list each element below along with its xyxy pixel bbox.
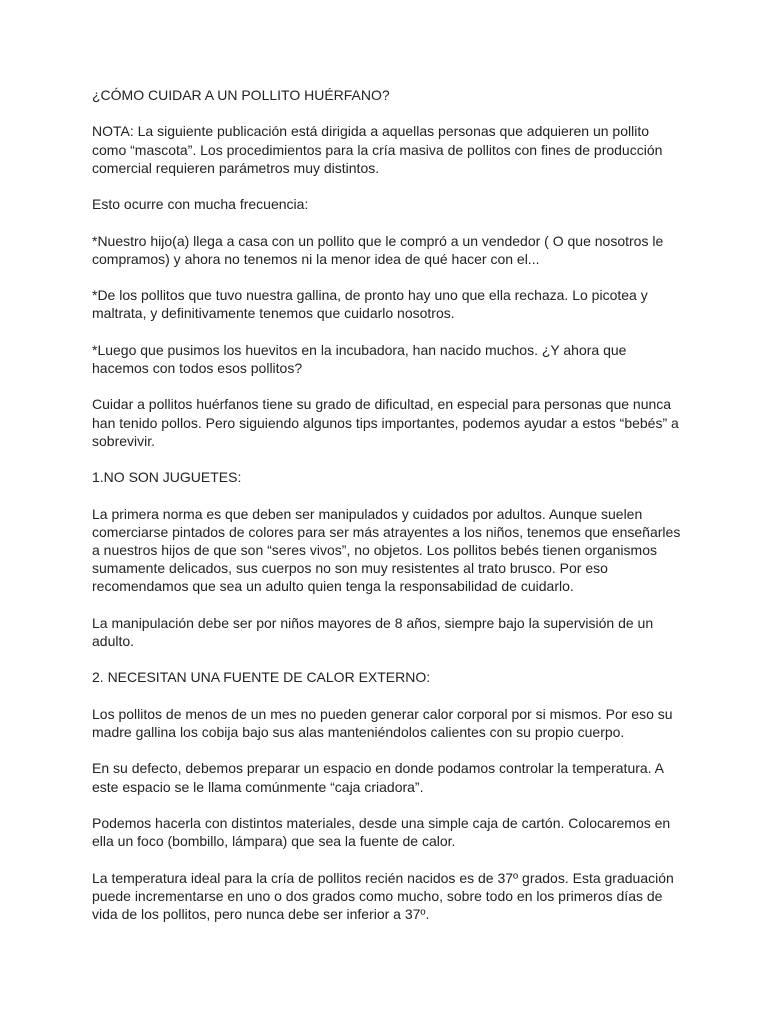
- section-heading-2: 2. NECESITAN UNA FUENTE DE CALOR EXTERNO:: [92, 669, 431, 686]
- paragraph-caja-criadora: En su defecto, debemos preparar un espacio en donde podamos controlar la temperatura. A este espacio se le llama comúnmente “caja criadora”.: [92, 760, 664, 795]
- paragraph-frecuencia: Esto ocurre con mucha frecuencia:: [92, 196, 309, 213]
- paragraph-nota: NOTA: La siguiente publicación está dirigida a aquellas personas que adquieren un pollito como “mascota”. Los procedimientos para la cría masiva de pollitos con fines de producción comercial requieren parámetros muy distintos.: [92, 123, 663, 176]
- paragraph-calor-corporal: Los pollitos de menos de un mes no pueden generar calor corporal por si mismos. Por eso su madre gallina los cobija bajo sus alas manteniéndolos calientes con su propio cuerpo.: [92, 705, 673, 740]
- paragraph-manipulacion: La manipulación debe ser por niños mayores de 8 años, siempre bajo la supervisión de un adulto.: [92, 614, 654, 649]
- paragraph-caso-hijo: *Nuestro hijo(a) llega a casa con un pollito que le compró a un vendedor ( O que nosotros le compramos) y ahora no tenemos ni la menor idea de qué hacer con el...: [92, 232, 664, 267]
- document-page: [92, 86, 682, 941]
- paragraph-primera-norma: La primera norma es que deben ser manipulados y cuidados por adultos. Aunque suelen comerciarse pintados de colores para ser más atrayentes a los niños, tenemos que enseñarles a nuestros hijos de que son “seres vivos”, no objetos. Los pollitos bebés tienen organismos sumamente delicados, sus cuerpos no son muy resistentes al trato brusco. Por eso recomendamos que sea un adulto quien tenga la responsabilidad de cuidarlo.: [92, 505, 681, 595]
- paragraph-caso-gallina: *De los pollitos que tuvo nuestra gallina, de pronto hay uno que ella rechaza. Lo picotea y maltrata, y definitivamente tenemos que cuidarlo nosotros.: [92, 287, 648, 322]
- document-title: ¿CÓMO CUIDAR A UN POLLITO HUÉRFANO?: [92, 87, 390, 103]
- paragraph-dificultad: Cuidar a pollitos huérfanos tiene su grado de dificultad, en especial para personas que nunca han tenido pollos. Pero siguiendo algunos tips importantes, podemos ayudar a estos “bebés” a sobrevivir.: [92, 396, 679, 449]
- paragraph-caso-incubadora: *Luego que pusimos los huevitos en la incubadora, han nacido muchos. ¿Y ahora que hacemos con todos esos pollitos?: [92, 341, 627, 376]
- paragraph-temperatura: La temperatura ideal para la cría de pollitos recién nacidos es de 37º grados. Esta graduación puede incrementarse en uno o dos grados como mucho, sobre todo en los primeros días de vida de los pollitos, pero nunca debe ser inferior a 37º.: [92, 869, 674, 922]
- paragraph-materiales: Podemos hacerla con distintos materiales, desde una simple caja de cartón. Colocaremos en ella un foco (bombillo, lámpara) que sea la fuente de calor.: [92, 814, 671, 850]
- section-heading-1: 1.NO SON JUGUETES:: [92, 469, 242, 486]
